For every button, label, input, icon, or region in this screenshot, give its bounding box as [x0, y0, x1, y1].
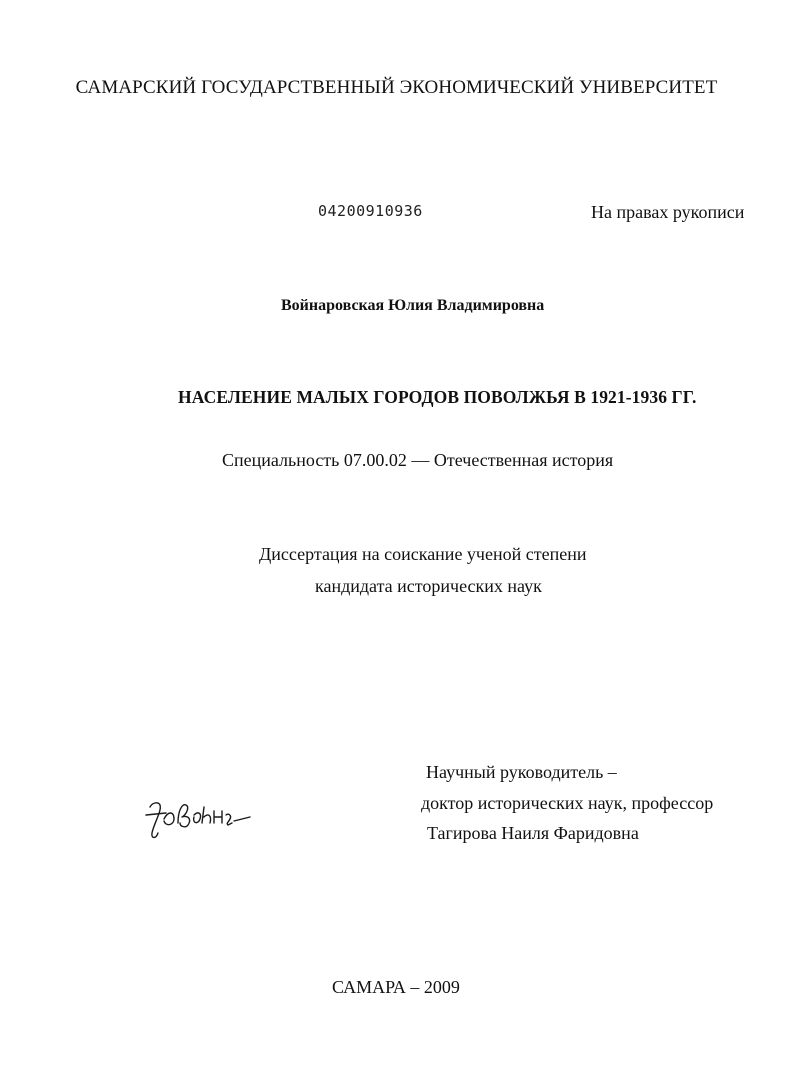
university-name: САМАРСКИЙ ГОСУДАРСТВЕННЫЙ ЭКОНОМИЧЕСКИЙ УНИВЕРСИТЕТ — [75, 77, 718, 98]
advisor-label: Научный руководитель – — [426, 762, 617, 782]
document-number: 04200910936 — [318, 202, 423, 220]
place-and-year: САМАРА – 2009 — [332, 977, 460, 997]
advisor-degree: доктор исторических наук, профессор — [421, 793, 714, 813]
specialty: Специальность 07.00.02 — Отечественная история — [222, 450, 614, 470]
dissertation-title: НАСЕЛЕНИЕ МАЛЫХ ГОРОДОВ ПОВОЛЖЬЯ В 1921-1936 ГГ. — [178, 387, 697, 407]
author-name: Войнаровская Юлия Владимировна — [281, 297, 545, 314]
rights-notice: На правах рукописи — [591, 202, 745, 222]
degree-line-1: Диссертация на соискание ученой степени — [259, 544, 587, 564]
handwritten-signature — [142, 793, 262, 843]
degree-line-2: кандидата исторических наук — [315, 576, 542, 596]
advisor-name: Тагирова Наиля Фаридовна — [427, 823, 639, 843]
